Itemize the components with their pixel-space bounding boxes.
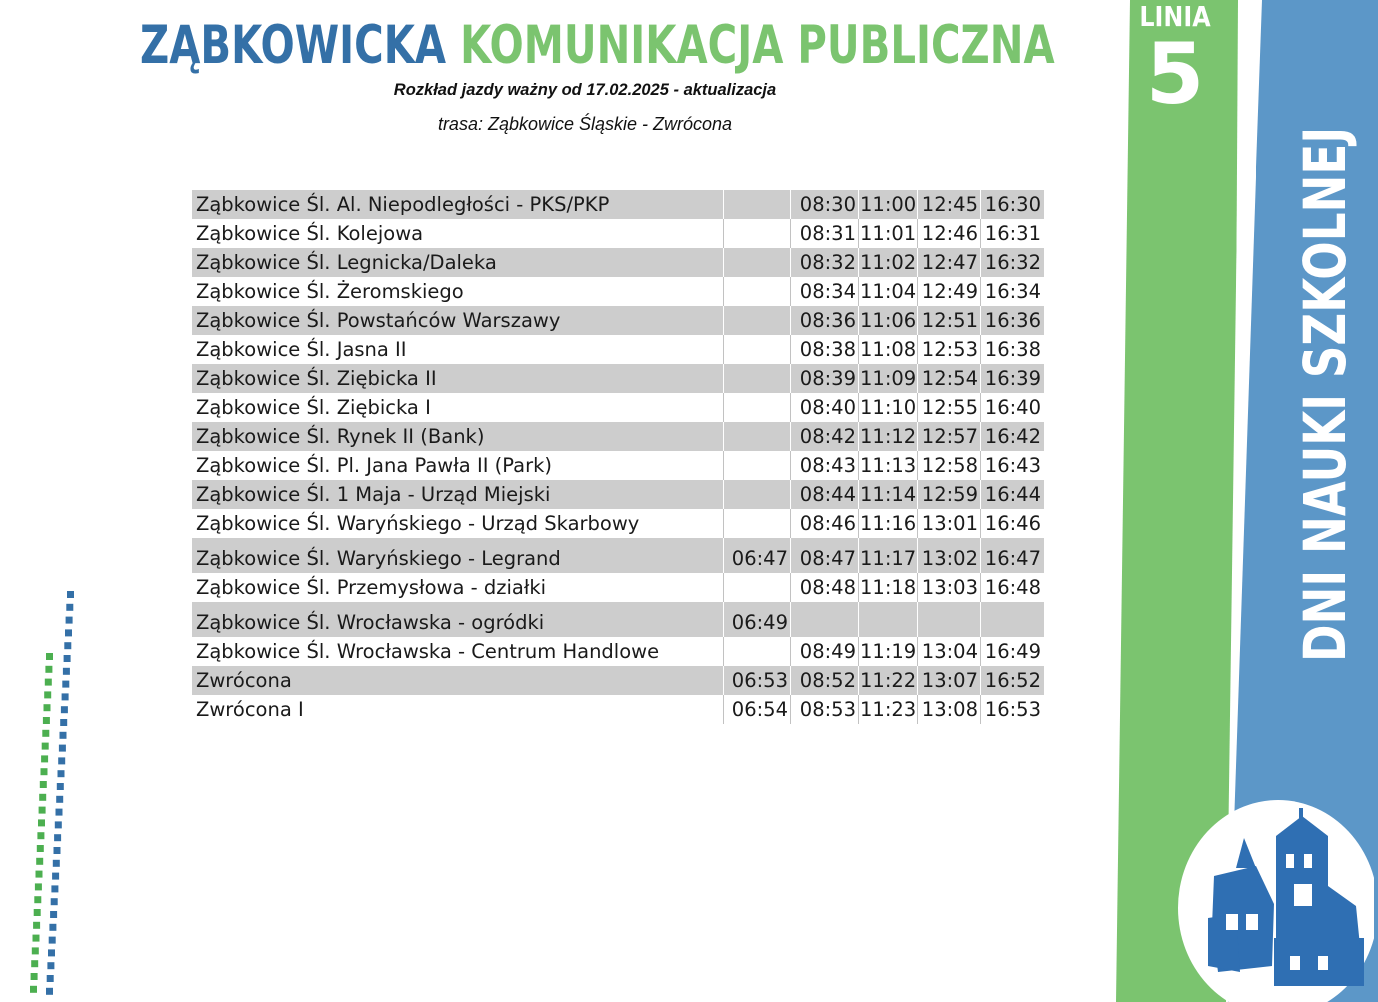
decoration-dot bbox=[51, 898, 58, 905]
departure-time: 11:06 bbox=[860, 309, 917, 332]
departure-time: 08:44 bbox=[799, 483, 856, 506]
departure-time: 11:10 bbox=[860, 396, 917, 419]
departure-time bbox=[919, 611, 978, 635]
column-separator bbox=[723, 422, 724, 451]
column-separator bbox=[858, 666, 859, 695]
column-separator bbox=[917, 480, 918, 509]
decoration-dot bbox=[46, 988, 53, 995]
decoration-dot bbox=[32, 947, 39, 954]
decoration-dot bbox=[30, 986, 37, 993]
column-separator bbox=[917, 538, 918, 573]
table-row bbox=[192, 277, 1044, 306]
column-separator bbox=[917, 190, 918, 219]
departure-time: 11:02 bbox=[860, 251, 917, 274]
column-separator bbox=[980, 509, 981, 538]
table-row bbox=[192, 422, 1044, 451]
stop-name: Ząbkowice Śl. Ziębicka I bbox=[196, 396, 431, 419]
column-separator bbox=[980, 219, 981, 248]
title-part-brand: ZĄBKOWICKA bbox=[140, 15, 447, 76]
departure-time: 13:04 bbox=[921, 640, 978, 663]
departure-time: 16:53 bbox=[984, 698, 1041, 721]
departure-time: 08:30 bbox=[799, 193, 856, 216]
table-row bbox=[192, 364, 1044, 393]
table-row bbox=[192, 637, 1044, 666]
decoration-dot bbox=[35, 883, 42, 890]
column-separator bbox=[917, 364, 918, 393]
decoration-dot bbox=[62, 681, 69, 688]
column-separator bbox=[790, 695, 791, 724]
column-separator bbox=[790, 422, 791, 451]
departure-time bbox=[725, 454, 788, 478]
decoration-dot bbox=[36, 858, 43, 865]
decoration-dot bbox=[50, 911, 57, 918]
departure-time: 16:30 bbox=[984, 193, 1041, 216]
table-row bbox=[192, 190, 1044, 219]
column-separator bbox=[790, 248, 791, 277]
column-separator bbox=[917, 248, 918, 277]
column-separator bbox=[980, 190, 981, 219]
column-separator bbox=[790, 306, 791, 335]
column-separator bbox=[980, 277, 981, 306]
decoration-dot bbox=[48, 949, 55, 956]
column-separator bbox=[858, 602, 859, 637]
column-separator bbox=[980, 422, 981, 451]
column-separator bbox=[858, 509, 859, 538]
column-separator bbox=[980, 637, 981, 666]
decoration-dot bbox=[41, 768, 48, 775]
departure-time: 08:43 bbox=[799, 454, 856, 477]
column-separator bbox=[858, 573, 859, 602]
departure-time: 11:13 bbox=[860, 454, 917, 477]
column-separator bbox=[723, 277, 724, 306]
departure-time: 11:23 bbox=[860, 698, 917, 721]
departure-time: 16:32 bbox=[984, 251, 1041, 274]
decoration-dot bbox=[40, 781, 47, 788]
column-separator bbox=[917, 509, 918, 538]
decoration-dot bbox=[63, 668, 70, 675]
departure-time bbox=[792, 611, 856, 635]
departure-time: 11:22 bbox=[860, 669, 917, 692]
table-row bbox=[192, 538, 1044, 573]
departure-time: 16:40 bbox=[984, 396, 1041, 419]
departure-time: 08:47 bbox=[799, 547, 856, 570]
column-separator bbox=[917, 219, 918, 248]
decoration-dot bbox=[62, 693, 69, 700]
departure-time: 08:39 bbox=[799, 367, 856, 390]
departure-time bbox=[982, 611, 1041, 635]
column-separator bbox=[917, 451, 918, 480]
departure-time bbox=[725, 251, 788, 275]
decoration-dot bbox=[66, 617, 73, 624]
column-separator bbox=[723, 695, 724, 724]
table-row bbox=[192, 335, 1044, 364]
departure-time: 16:39 bbox=[984, 367, 1041, 390]
decoration-dot bbox=[54, 847, 61, 854]
departure-time bbox=[725, 425, 788, 449]
decoration-dot bbox=[43, 717, 50, 724]
column-separator bbox=[723, 248, 724, 277]
column-separator bbox=[790, 277, 791, 306]
decoration-dot bbox=[39, 794, 46, 801]
departure-time: 08:49 bbox=[799, 640, 856, 663]
stop-name: Ząbkowice Śl. Legnicka/Daleka bbox=[196, 251, 497, 274]
decoration-dot bbox=[33, 922, 40, 929]
stop-name: Ząbkowice Śl. 1 Maja - Urząd Miejski bbox=[196, 483, 551, 506]
column-separator bbox=[723, 364, 724, 393]
departure-time: 06:49 bbox=[731, 611, 788, 634]
column-separator bbox=[723, 480, 724, 509]
decoration-dot bbox=[33, 935, 40, 942]
column-separator bbox=[980, 306, 981, 335]
column-separator bbox=[723, 451, 724, 480]
departure-time: 12:47 bbox=[921, 251, 978, 274]
departure-time bbox=[725, 640, 788, 664]
decoration-dot bbox=[52, 873, 59, 880]
departure-time: 08:32 bbox=[799, 251, 856, 274]
departure-time: 16:49 bbox=[984, 640, 1041, 663]
departure-time: 16:38 bbox=[984, 338, 1041, 361]
decoration-dot bbox=[60, 732, 67, 739]
departure-time: 16:52 bbox=[984, 669, 1041, 692]
stop-name: Ząbkowice Śl. Waryńskiego - Urząd Skarbowy bbox=[196, 512, 640, 535]
page-title bbox=[140, 14, 1055, 78]
decoration-dot bbox=[56, 796, 63, 803]
decoration-dot bbox=[34, 909, 41, 916]
decoration-dot bbox=[66, 604, 73, 611]
table-row bbox=[192, 602, 1044, 637]
column-separator bbox=[980, 480, 981, 509]
decoration-dot bbox=[49, 937, 56, 944]
column-separator bbox=[980, 248, 981, 277]
stop-name: Ząbkowice Śl. Wrocławska - Centrum Handlowe bbox=[196, 640, 660, 663]
departure-time bbox=[725, 396, 788, 420]
line-number: 5 bbox=[1145, 25, 1205, 123]
column-separator bbox=[790, 509, 791, 538]
validity-subtitle: Rozkład jazdy ważny od 17.02.2025 - aktualizacja bbox=[393, 81, 777, 99]
departure-time: 11:17 bbox=[860, 547, 917, 570]
column-separator bbox=[723, 306, 724, 335]
column-separator bbox=[723, 666, 724, 695]
stop-name: Ząbkowice Śl. Przemysłowa - działki bbox=[196, 576, 547, 599]
column-separator bbox=[858, 277, 859, 306]
column-separator bbox=[917, 306, 918, 335]
column-separator bbox=[917, 393, 918, 422]
decoration-dot bbox=[60, 719, 67, 726]
departure-time: 12:51 bbox=[921, 309, 978, 332]
departure-time bbox=[725, 193, 788, 217]
departure-time: 11:14 bbox=[860, 483, 917, 506]
column-separator bbox=[858, 422, 859, 451]
departure-time: 11:16 bbox=[860, 512, 917, 535]
departure-time: 13:03 bbox=[921, 576, 978, 599]
column-separator bbox=[790, 538, 791, 573]
column-separator bbox=[723, 509, 724, 538]
column-separator bbox=[980, 695, 981, 724]
departure-time: 06:53 bbox=[731, 669, 788, 692]
column-separator bbox=[723, 190, 724, 219]
stop-name: Ząbkowice Śl. Waryńskiego - Legrand bbox=[196, 547, 561, 570]
column-separator bbox=[723, 335, 724, 364]
column-separator bbox=[917, 695, 918, 724]
departure-time: 08:40 bbox=[799, 396, 856, 419]
decoration-dot bbox=[64, 655, 71, 662]
decoration-dot bbox=[61, 706, 68, 713]
column-separator bbox=[858, 637, 859, 666]
departure-time: 13:07 bbox=[921, 669, 978, 692]
decoration-dot bbox=[45, 679, 52, 686]
decoration-dot bbox=[44, 704, 51, 711]
column-separator bbox=[917, 573, 918, 602]
decoration-dot bbox=[46, 653, 53, 660]
town-hall-tower-emblem-icon bbox=[1178, 796, 1374, 1002]
decoration-dot bbox=[31, 973, 38, 980]
departure-time: 12:49 bbox=[921, 280, 978, 303]
decoration-dot bbox=[37, 845, 44, 852]
column-separator bbox=[980, 335, 981, 364]
stop-name: Ząbkowice Śl. Wrocławska - ogródki bbox=[196, 611, 545, 634]
decoration-dot bbox=[58, 770, 65, 777]
column-separator bbox=[858, 190, 859, 219]
departure-time bbox=[860, 611, 915, 635]
departure-time: 08:52 bbox=[799, 669, 856, 692]
departure-time: 11:12 bbox=[860, 425, 917, 448]
stop-name: Ząbkowice Śl. Jasna II bbox=[196, 338, 407, 361]
column-separator bbox=[980, 666, 981, 695]
column-separator bbox=[723, 219, 724, 248]
departure-time: 16:31 bbox=[984, 222, 1041, 245]
decoration-dot bbox=[67, 591, 74, 598]
column-separator bbox=[917, 422, 918, 451]
departure-time: 11:08 bbox=[860, 338, 917, 361]
column-separator bbox=[858, 364, 859, 393]
departure-time: 11:09 bbox=[860, 367, 917, 390]
column-separator bbox=[723, 573, 724, 602]
column-separator bbox=[790, 335, 791, 364]
decoration-dot bbox=[41, 755, 48, 762]
decoration-dot bbox=[39, 807, 46, 814]
column-separator bbox=[723, 393, 724, 422]
column-separator bbox=[790, 602, 791, 637]
departure-time: 16:34 bbox=[984, 280, 1041, 303]
column-separator bbox=[858, 451, 859, 480]
table-row bbox=[192, 451, 1044, 480]
departure-time: 11:19 bbox=[860, 640, 917, 663]
departure-time: 13:02 bbox=[921, 547, 978, 570]
table-row bbox=[192, 573, 1044, 602]
departure-time: 08:34 bbox=[799, 280, 856, 303]
departure-time: 12:58 bbox=[921, 454, 978, 477]
column-separator bbox=[858, 248, 859, 277]
title-part-service: KOMUNIKACJA PUBLICZNA bbox=[460, 15, 1055, 76]
decoration-dot bbox=[56, 809, 63, 816]
decoration-dot bbox=[65, 629, 72, 636]
table-row bbox=[192, 695, 1044, 724]
departure-time: 16:43 bbox=[984, 454, 1041, 477]
departure-time: 16:36 bbox=[984, 309, 1041, 332]
column-separator bbox=[980, 602, 981, 637]
departure-time: 16:48 bbox=[984, 576, 1041, 599]
departure-time: 11:04 bbox=[860, 280, 917, 303]
departure-time bbox=[725, 222, 788, 246]
table-row bbox=[192, 666, 1044, 695]
decoration-dot bbox=[57, 783, 64, 790]
column-separator bbox=[980, 364, 981, 393]
column-separator bbox=[980, 538, 981, 573]
decoration-dot bbox=[47, 962, 54, 969]
departure-time: 16:46 bbox=[984, 512, 1041, 535]
departure-time: 12:57 bbox=[921, 425, 978, 448]
departure-time: 11:18 bbox=[860, 576, 917, 599]
decoration-dot bbox=[44, 691, 51, 698]
column-separator bbox=[790, 573, 791, 602]
decoration-dot bbox=[38, 819, 45, 826]
decoration-dot bbox=[31, 960, 38, 967]
column-separator bbox=[790, 666, 791, 695]
decoration-dot bbox=[58, 757, 65, 764]
column-separator bbox=[790, 219, 791, 248]
decoration-dot bbox=[59, 745, 66, 752]
column-separator bbox=[858, 480, 859, 509]
table-row bbox=[192, 219, 1044, 248]
column-separator bbox=[723, 538, 724, 573]
departure-time: 13:01 bbox=[921, 512, 978, 535]
column-separator bbox=[790, 637, 791, 666]
route-label: trasa: Ząbkowice Śląskie - Zwrócona bbox=[437, 114, 733, 134]
column-separator bbox=[917, 335, 918, 364]
departure-time bbox=[725, 512, 788, 536]
departure-time bbox=[725, 483, 788, 507]
decoration-dot bbox=[37, 832, 44, 839]
column-separator bbox=[917, 637, 918, 666]
departure-time: 16:42 bbox=[984, 425, 1041, 448]
column-separator bbox=[980, 451, 981, 480]
departure-time bbox=[725, 309, 788, 333]
decoration-dot bbox=[49, 924, 56, 931]
departure-time: 12:54 bbox=[921, 367, 978, 390]
column-separator bbox=[858, 538, 859, 573]
schedule-type-text: DNI NAUKI SZKOLNEJ bbox=[1291, 126, 1359, 662]
stop-name: Ząbkowice Śl. Powstańców Warszawy bbox=[196, 309, 561, 332]
departure-time: 11:01 bbox=[860, 222, 917, 245]
departure-time: 12:53 bbox=[921, 338, 978, 361]
stop-name: Ząbkowice Śl. Ziębicka II bbox=[196, 367, 437, 390]
column-separator bbox=[790, 480, 791, 509]
table-row bbox=[192, 248, 1044, 277]
decoration-dot bbox=[34, 896, 41, 903]
stop-name: Ząbkowice Śl. Rynek II (Bank) bbox=[196, 425, 485, 448]
column-separator bbox=[790, 364, 791, 393]
decoration-dot bbox=[42, 730, 49, 737]
departure-time: 11:00 bbox=[860, 193, 917, 216]
dotted-lines-decoration-icon bbox=[22, 585, 82, 995]
departure-time bbox=[725, 576, 788, 600]
column-separator bbox=[858, 695, 859, 724]
column-separator bbox=[980, 573, 981, 602]
stop-name: Ząbkowice Śl. Al. Niepodległości - PKS/PKP bbox=[196, 193, 610, 216]
departure-time: 12:55 bbox=[921, 396, 978, 419]
departure-time: 12:59 bbox=[921, 483, 978, 506]
decoration-dot bbox=[45, 666, 52, 673]
departure-time: 16:47 bbox=[984, 547, 1041, 570]
decoration-dot bbox=[64, 642, 71, 649]
departure-time: 08:46 bbox=[799, 512, 856, 535]
stop-name: Ząbkowice Śl. Pl. Jana Pawła II (Park) bbox=[196, 454, 552, 477]
stop-name: Ząbkowice Śl. Kolejowa bbox=[196, 222, 424, 245]
column-separator bbox=[917, 666, 918, 695]
column-separator bbox=[917, 277, 918, 306]
column-separator bbox=[723, 637, 724, 666]
table-row bbox=[192, 509, 1044, 538]
departure-time: 12:46 bbox=[921, 222, 978, 245]
decoration-dot bbox=[47, 975, 54, 982]
departure-time: 06:47 bbox=[731, 547, 788, 570]
decoration-dot bbox=[42, 743, 49, 750]
stop-name: Zwrócona bbox=[196, 669, 292, 692]
column-separator bbox=[790, 451, 791, 480]
departure-time bbox=[725, 338, 788, 362]
column-separator bbox=[790, 190, 791, 219]
column-separator bbox=[858, 393, 859, 422]
column-separator bbox=[790, 393, 791, 422]
decoration-dot bbox=[51, 885, 58, 892]
timetable bbox=[192, 190, 1044, 724]
departure-time: 12:45 bbox=[921, 193, 978, 216]
departure-time: 08:42 bbox=[799, 425, 856, 448]
schedule-type-label bbox=[1290, 0, 1360, 662]
departure-time: 16:44 bbox=[984, 483, 1041, 506]
departure-time: 06:54 bbox=[731, 698, 788, 721]
departure-time: 08:53 bbox=[799, 698, 856, 721]
column-separator bbox=[917, 602, 918, 637]
table-row bbox=[192, 306, 1044, 335]
decoration-dot bbox=[36, 871, 43, 878]
column-separator bbox=[858, 219, 859, 248]
departure-time: 08:48 bbox=[799, 576, 856, 599]
stop-name: Ząbkowice Śl. Żeromskiego bbox=[196, 280, 464, 303]
line-label: LINIA bbox=[1139, 0, 1211, 33]
column-separator bbox=[723, 602, 724, 637]
departure-time: 08:31 bbox=[799, 222, 856, 245]
decoration-dot bbox=[54, 834, 61, 841]
departure-time bbox=[725, 280, 788, 304]
column-separator bbox=[980, 393, 981, 422]
table-row bbox=[192, 393, 1044, 422]
departure-time bbox=[725, 367, 788, 391]
departure-time: 13:08 bbox=[921, 698, 978, 721]
decoration-dot bbox=[55, 821, 62, 828]
departure-time: 08:38 bbox=[799, 338, 856, 361]
decoration-dot bbox=[53, 860, 60, 867]
column-separator bbox=[858, 306, 859, 335]
column-separator bbox=[858, 335, 859, 364]
stop-name: Zwrócona I bbox=[196, 698, 304, 721]
departure-time: 08:36 bbox=[799, 309, 856, 332]
table-row bbox=[192, 480, 1044, 509]
